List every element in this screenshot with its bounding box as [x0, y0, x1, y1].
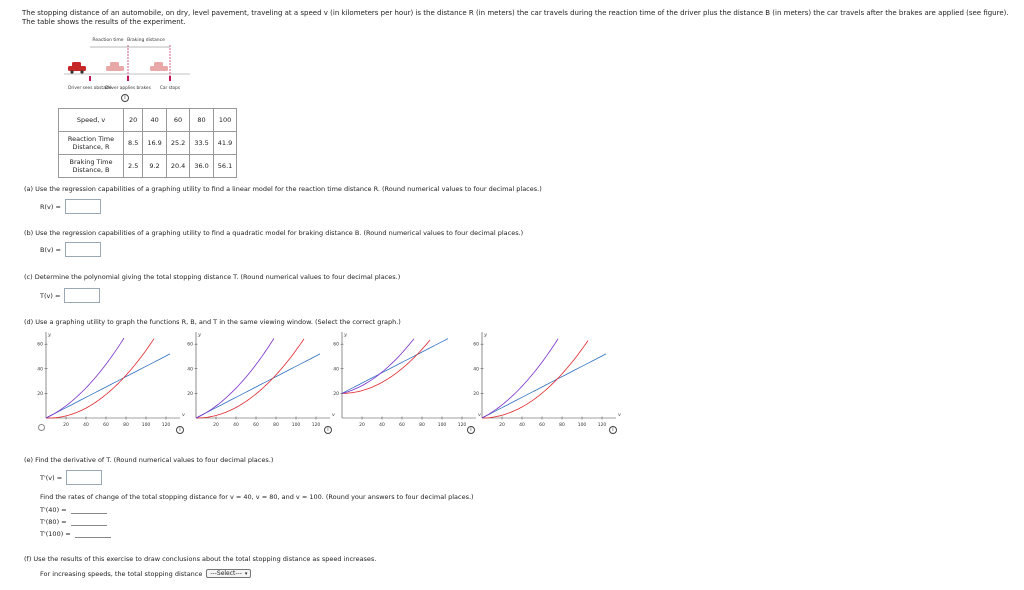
- table-cell: 16.9: [143, 132, 166, 155]
- select-value: ---Select---: [210, 570, 242, 577]
- y-tick-label: 20: [333, 391, 339, 397]
- t-prime-answer-input[interactable]: [66, 470, 102, 485]
- y-tick-label: 60: [473, 342, 479, 348]
- table-cell: 60: [166, 109, 189, 132]
- x-axis-label: v: [618, 412, 621, 418]
- car-stops-label: Car stops: [159, 86, 181, 91]
- info-icon-graph-1[interactable]: i: [176, 426, 184, 434]
- table-row: [59, 132, 237, 155]
- reaction-line: [196, 354, 320, 418]
- total-curve: [482, 339, 558, 418]
- braking-header: Braking Time Distance, B: [59, 155, 124, 178]
- graph-option-4[interactable]: [472, 330, 622, 430]
- part-e-rates-text: Find the rates of change of the total stopping distance for v = 40, v = 80, and v = 100. (Round your answers to four decimal places.): [40, 493, 474, 501]
- x-tick-label: 120: [457, 423, 467, 428]
- t-prime-100-label: T'(100) =: [40, 529, 71, 538]
- reaction-line: [482, 354, 606, 418]
- table-cell: 100: [213, 109, 236, 132]
- x-tick-label: 20: [359, 423, 365, 428]
- speed-header: Speed, v: [59, 109, 124, 132]
- part-f-prefix: For increasing speeds, the total stopping distance: [40, 569, 203, 578]
- reaction-header: Reaction Time Distance, R: [59, 132, 124, 155]
- car-icon-end: [150, 62, 168, 71]
- x-tick-label: 100: [141, 423, 151, 428]
- part-c-label: T(v) =: [40, 291, 61, 300]
- y-axis-label: y: [198, 332, 201, 338]
- table-cell: 20.4: [166, 155, 189, 178]
- part-b-label: B(v) =: [40, 245, 61, 254]
- braking-curve: [46, 339, 154, 418]
- part-a-label: R(v) =: [40, 202, 61, 211]
- x-tick-label: 80: [273, 423, 279, 428]
- x-axis-label: v: [478, 412, 481, 418]
- x-tick-label: 120: [161, 423, 171, 428]
- table-cell: 25.2: [166, 132, 189, 155]
- x-tick-label: 40: [233, 423, 239, 428]
- braking-curve: [482, 341, 588, 418]
- total-curve: [46, 338, 124, 418]
- x-tick-label: 20: [213, 423, 219, 428]
- y-tick-label: 40: [37, 367, 43, 373]
- part-a-text: (a) Use the regression capabilities of a graphing utility to find a linear model for the reaction time distance R. (Round numerical values to four decimal places.): [24, 185, 542, 193]
- experiment-table: [58, 108, 237, 178]
- total-curve: [342, 339, 414, 394]
- x-axis-label: v: [332, 412, 335, 418]
- table-cell: 20: [124, 109, 143, 132]
- y-tick-label: 60: [37, 342, 43, 348]
- x-tick-label: 80: [123, 423, 129, 428]
- info-icon-graph-4[interactable]: i: [609, 426, 617, 434]
- table-cell: 36.0: [190, 155, 213, 178]
- t-prime-40-label: T'(40) =: [40, 505, 67, 514]
- table-cell: 41.9: [213, 132, 236, 155]
- info-icon-graph-3[interactable]: i: [467, 426, 475, 434]
- x-tick-label: 120: [311, 423, 321, 428]
- r-answer-input[interactable]: [65, 199, 101, 214]
- stopping-distance-figure: [62, 33, 192, 103]
- t-prime-80-label: T'(80) =: [40, 517, 67, 526]
- info-icon-figure[interactable]: i: [121, 94, 129, 102]
- x-tick-label: 40: [379, 423, 385, 428]
- x-tick-label: 60: [399, 423, 405, 428]
- y-tick-label: 40: [187, 367, 193, 373]
- part-c-text: (c) Determine the polynomial giving the total stopping distance T. (Round numerical values to four decimal places.): [24, 273, 401, 281]
- table-row: [59, 155, 237, 178]
- y-tick-label: 60: [187, 342, 193, 348]
- part-b-text: (b) Use the regression capabilities of a graphing utility to find a quadratic model for braking distance B. (Round numerical values to four decimal places.): [24, 229, 524, 237]
- car-icon-start: [68, 62, 86, 74]
- x-tick-label: 40: [83, 423, 89, 428]
- graph-option-2[interactable]: [186, 330, 336, 430]
- part-e-text: (e) Find the derivative of T. (Round numerical values to four decimal places.): [24, 456, 274, 464]
- y-tick-label: 20: [473, 391, 479, 397]
- x-tick-label: 60: [103, 423, 109, 428]
- t-prime-100-input[interactable]: [75, 529, 111, 538]
- y-axis-label: y: [344, 332, 347, 338]
- graph-option-1[interactable]: [36, 330, 186, 430]
- driver-applies-label: Driver applies brakes: [105, 86, 151, 91]
- x-tick-label: 20: [499, 423, 505, 428]
- problem-intro: The stopping distance of an automobile, on dry, level pavement, traveling at a speed v (in kilometers per hour) is the distance R (in meters) the car travels during the reaction time of the driver plus the distance B (in meters) the car travels after the brakes are applied (see figure). The table shows the results of the experiment.: [22, 9, 1009, 26]
- stopping-distance-select[interactable]: [206, 569, 251, 578]
- x-tick-label: 60: [253, 423, 259, 428]
- x-tick-label: 100: [291, 423, 301, 428]
- braking-distance-label: Braking distance: [127, 38, 165, 43]
- reaction-line: [46, 354, 170, 418]
- reaction-time-label: Reaction time: [92, 38, 124, 43]
- b-answer-input[interactable]: [65, 242, 101, 257]
- x-tick-label: 80: [559, 423, 565, 428]
- driver-sees-label: Driver sees obstacle: [68, 86, 112, 91]
- info-icon-graph-2[interactable]: i: [324, 426, 332, 434]
- t-answer-input[interactable]: [64, 288, 100, 303]
- t-prime-80-input[interactable]: [71, 517, 107, 526]
- x-tick-label: 20: [63, 423, 69, 428]
- y-tick-label: 60: [333, 342, 339, 348]
- table-row: [59, 109, 237, 132]
- y-tick-label: 40: [333, 367, 339, 373]
- y-tick-label: 40: [473, 367, 479, 373]
- total-curve: [196, 338, 274, 418]
- y-axis-label: y: [48, 332, 51, 338]
- x-tick-label: 60: [539, 423, 545, 428]
- t-prime-40-input[interactable]: [71, 505, 107, 514]
- part-f-text: (f) Use the results of this exercise to draw conclusions about the total stopping distance as speed increases.: [24, 555, 377, 563]
- braking-curve: [342, 340, 430, 393]
- y-tick-label: 20: [37, 391, 43, 397]
- part-d-text: (d) Use a graphing utility to graph the functions R, B, and T in the same viewing window. (Select the correct graph.): [24, 318, 401, 326]
- y-axis-label: y: [484, 332, 487, 338]
- part-e-label: T'(v) =: [40, 473, 63, 482]
- x-tick-label: 80: [419, 423, 425, 428]
- x-tick-label: 100: [577, 423, 587, 428]
- table-cell: 2.5: [124, 155, 143, 178]
- graph-option-1-radio[interactable]: [38, 424, 45, 431]
- chevron-down-icon: ▾: [244, 571, 248, 577]
- y-tick-label: 20: [187, 391, 193, 397]
- table-cell: 9.2: [143, 155, 166, 178]
- x-axis-label: v: [182, 412, 185, 418]
- x-tick-label: 40: [519, 423, 525, 428]
- table-cell: 8.5: [124, 132, 143, 155]
- table-cell: 40: [143, 109, 166, 132]
- braking-curve: [196, 339, 304, 418]
- graph-option-3[interactable]: [332, 330, 482, 430]
- table-cell: 80: [190, 109, 213, 132]
- table-cell: 56.1: [213, 155, 236, 178]
- x-tick-label: 120: [597, 423, 607, 428]
- car-icon-middle: [106, 62, 124, 71]
- table-cell: 33.5: [190, 132, 213, 155]
- x-tick-label: 100: [437, 423, 447, 428]
- reaction-line: [342, 339, 448, 394]
